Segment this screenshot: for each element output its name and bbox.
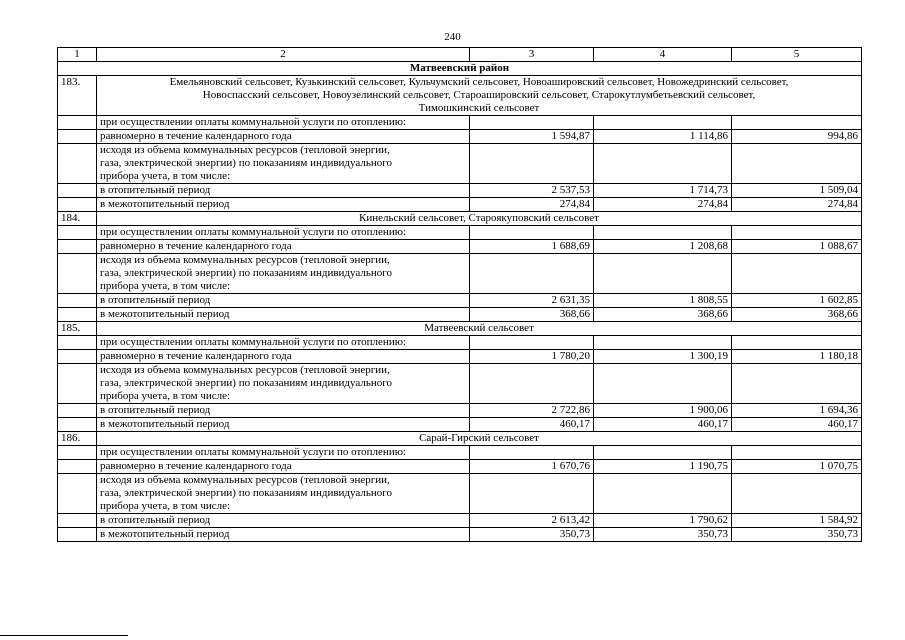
empty-cell	[732, 144, 862, 184]
interheating-period-label: в межотопительный период	[97, 198, 470, 212]
empty-cell	[470, 226, 594, 240]
empty-cell	[58, 446, 97, 460]
uniform-value: 1 208,68	[594, 240, 732, 254]
uniform-row	[58, 460, 862, 474]
interheating-period-label: в межотопительный период	[97, 418, 470, 432]
uniform-row	[58, 350, 862, 364]
heating-period-value: 1 900,06	[594, 404, 732, 418]
column-number-1: 1	[58, 48, 97, 62]
heating-period-label: в отопительный период	[97, 514, 470, 528]
section-title-row	[58, 322, 862, 336]
meter-label-line: исходя из объема коммунальных ресурсов (тепловой энергии,	[100, 364, 390, 376]
uniform-value: 1 670,76	[470, 460, 594, 474]
empty-cell	[58, 528, 97, 542]
footnote-rule	[0, 635, 128, 636]
empty-cell	[58, 294, 97, 308]
section-title-row	[58, 432, 862, 446]
page-number: 240	[444, 31, 461, 43]
uniform-row	[58, 130, 862, 144]
heating-period-value: 1 694,36	[732, 404, 862, 418]
meter-label-line: газа, электрической энергии) по показаниям индивидуального	[100, 377, 392, 389]
interheating-period-value: 350,73	[470, 528, 594, 542]
section-title	[97, 76, 862, 116]
empty-cell	[58, 404, 97, 418]
section-title-line: Новоспасский сельсовет, Новоузелинский сельсовет, Староашировский сельсовет, Старокутлумбетьевский сельсовет,	[202, 89, 756, 101]
heating-period-row	[58, 404, 862, 418]
interheating-period-row	[58, 308, 862, 322]
section-title-line: Сарай-Гирский сельсовет	[419, 432, 539, 444]
interheating-period-value: 368,66	[594, 308, 732, 322]
empty-cell	[732, 336, 862, 350]
empty-cell	[470, 254, 594, 294]
heating-intro-row	[58, 116, 862, 130]
section-title-row	[58, 76, 862, 116]
section-number: 183.	[58, 76, 97, 116]
uniform-label: равномерно в течение календарного года	[97, 350, 470, 364]
column-number-row	[58, 48, 862, 62]
heating-period-label: в отопительный период	[97, 184, 470, 198]
empty-cell	[594, 446, 732, 460]
empty-cell	[470, 364, 594, 404]
heating-intro-label: при осуществлении оплаты коммунальной услуги по отоплению:	[97, 116, 470, 130]
uniform-value: 1 180,18	[732, 350, 862, 364]
empty-cell	[594, 254, 732, 294]
empty-cell	[732, 364, 862, 404]
column-number-2: 2	[97, 48, 470, 62]
heating-intro-row	[58, 226, 862, 240]
interheating-period-row	[58, 198, 862, 212]
empty-cell	[732, 116, 862, 130]
heating-period-label: в отопительный период	[97, 294, 470, 308]
interheating-period-value: 460,17	[594, 418, 732, 432]
meter-description-row	[58, 474, 862, 514]
section-title-line: Матвеевский сельсовет	[424, 322, 534, 334]
meter-label	[97, 144, 470, 184]
section-title	[97, 432, 862, 446]
meter-label	[97, 254, 470, 294]
heating-period-value: 2 631,35	[470, 294, 594, 308]
empty-cell	[58, 336, 97, 350]
interheating-period-value: 460,17	[732, 418, 862, 432]
empty-cell	[470, 116, 594, 130]
heating-period-value: 2 537,53	[470, 184, 594, 198]
heating-period-row	[58, 184, 862, 198]
empty-cell	[470, 144, 594, 184]
uniform-label: равномерно в течение календарного года	[97, 130, 470, 144]
heating-period-value: 2 613,42	[470, 514, 594, 528]
uniform-value: 1 300,19	[594, 350, 732, 364]
uniform-value: 1 688,69	[470, 240, 594, 254]
empty-cell	[58, 254, 97, 294]
empty-cell	[594, 336, 732, 350]
tariff-table	[57, 47, 862, 542]
heating-period-value: 1 584,92	[732, 514, 862, 528]
empty-cell	[594, 144, 732, 184]
heating-period-value: 1 808,55	[594, 294, 732, 308]
uniform-value: 994,86	[732, 130, 862, 144]
empty-cell	[58, 240, 97, 254]
meter-description-row	[58, 254, 862, 294]
section-number: 184.	[58, 212, 97, 226]
empty-cell	[594, 364, 732, 404]
heating-period-value: 1 790,62	[594, 514, 732, 528]
meter-description-row	[58, 364, 862, 404]
heating-period-value: 2 722,86	[470, 404, 594, 418]
meter-label-line: прибора учета, в том числе:	[100, 390, 231, 402]
interheating-period-value: 350,73	[594, 528, 732, 542]
heating-period-row	[58, 294, 862, 308]
meter-label	[97, 364, 470, 404]
heating-period-row	[58, 514, 862, 528]
uniform-value: 1 070,75	[732, 460, 862, 474]
empty-cell	[58, 514, 97, 528]
interheating-period-label: в межотопительный период	[97, 308, 470, 322]
uniform-value: 1 088,67	[732, 240, 862, 254]
meter-label-line: прибора учета, в том числе:	[100, 280, 231, 292]
empty-cell	[58, 130, 97, 144]
column-number-5: 5	[732, 48, 862, 62]
empty-cell	[58, 308, 97, 322]
heating-intro-label: при осуществлении оплаты коммунальной услуги по отоплению:	[97, 226, 470, 240]
empty-cell	[732, 446, 862, 460]
empty-cell	[470, 336, 594, 350]
interheating-period-value: 368,66	[732, 308, 862, 322]
meter-label-line: газа, электрической энергии) по показаниям индивидуального	[100, 487, 392, 499]
meter-label-line: исходя из объема коммунальных ресурсов (тепловой энергии,	[100, 474, 390, 486]
section-number: 185.	[58, 322, 97, 336]
meter-label-line: исходя из объема коммунальных ресурсов (тепловой энергии,	[100, 254, 390, 266]
section-number: 186.	[58, 432, 97, 446]
empty-cell	[58, 364, 97, 404]
interheating-period-row	[58, 528, 862, 542]
interheating-period-row	[58, 418, 862, 432]
section-title-line: Тимошкинский сельсовет	[418, 102, 540, 114]
meter-description-row	[58, 144, 862, 184]
meter-label-line: газа, электрической энергии) по показаниям индивидуального	[100, 157, 392, 169]
section-title	[97, 212, 862, 226]
heating-period-value: 1 509,04	[732, 184, 862, 198]
section-title-row	[58, 212, 862, 226]
heating-intro-row	[58, 446, 862, 460]
empty-cell	[594, 116, 732, 130]
meter-label-line: исходя из объема коммунальных ресурсов (тепловой энергии,	[100, 144, 390, 156]
empty-cell	[58, 226, 97, 240]
empty-cell	[58, 418, 97, 432]
empty-cell	[470, 446, 594, 460]
uniform-value: 1 114,86	[594, 130, 732, 144]
heating-period-label: в отопительный период	[97, 404, 470, 418]
section-title-line: Кинельский сельсовет, Староякуповский сельсовет	[359, 212, 599, 224]
section-title-line: Емельяновский сельсовет, Кузькинский сельсовет, Кульчумский сельсовет, Новоашировский сельсовет, Новожедринский сельсовет,	[169, 76, 789, 88]
heating-intro-row	[58, 336, 862, 350]
section-title	[97, 322, 862, 336]
empty-cell	[732, 474, 862, 514]
uniform-value: 1 780,20	[470, 350, 594, 364]
heating-intro-label: при осуществлении оплаты коммунальной услуги по отоплению:	[97, 336, 470, 350]
empty-cell	[58, 474, 97, 514]
empty-cell	[594, 474, 732, 514]
empty-cell	[58, 350, 97, 364]
empty-cell	[732, 226, 862, 240]
interheating-period-value: 274,84	[470, 198, 594, 212]
uniform-value: 1 190,75	[594, 460, 732, 474]
district-row	[58, 62, 862, 76]
uniform-value: 1 594,87	[470, 130, 594, 144]
interheating-period-value: 368,66	[470, 308, 594, 322]
column-number-3: 3	[470, 48, 594, 62]
heating-period-value: 1 714,73	[594, 184, 732, 198]
empty-cell	[732, 254, 862, 294]
heating-intro-label: при осуществлении оплаты коммунальной услуги по отоплению:	[97, 446, 470, 460]
interheating-period-value: 274,84	[732, 198, 862, 212]
heating-period-value: 1 602,85	[732, 294, 862, 308]
interheating-period-value: 274,84	[594, 198, 732, 212]
interheating-period-value: 350,73	[732, 528, 862, 542]
interheating-period-label: в межотопительный период	[97, 528, 470, 542]
interheating-period-value: 460,17	[470, 418, 594, 432]
uniform-label: равномерно в течение календарного года	[97, 460, 470, 474]
empty-cell	[58, 184, 97, 198]
empty-cell	[58, 460, 97, 474]
meter-label-line: газа, электрической энергии) по показаниям индивидуального	[100, 267, 392, 279]
empty-cell	[58, 144, 97, 184]
empty-cell	[594, 226, 732, 240]
empty-cell	[58, 198, 97, 212]
meter-label-line: прибора учета, в том числе:	[100, 500, 231, 512]
uniform-label: равномерно в течение календарного года	[97, 240, 470, 254]
empty-cell	[470, 474, 594, 514]
meter-label-line: прибора учета, в том числе:	[100, 170, 231, 182]
uniform-row	[58, 240, 862, 254]
meter-label	[97, 474, 470, 514]
column-number-4: 4	[594, 48, 732, 62]
empty-cell	[58, 116, 97, 130]
district-title: Матвеевский район	[58, 62, 862, 76]
